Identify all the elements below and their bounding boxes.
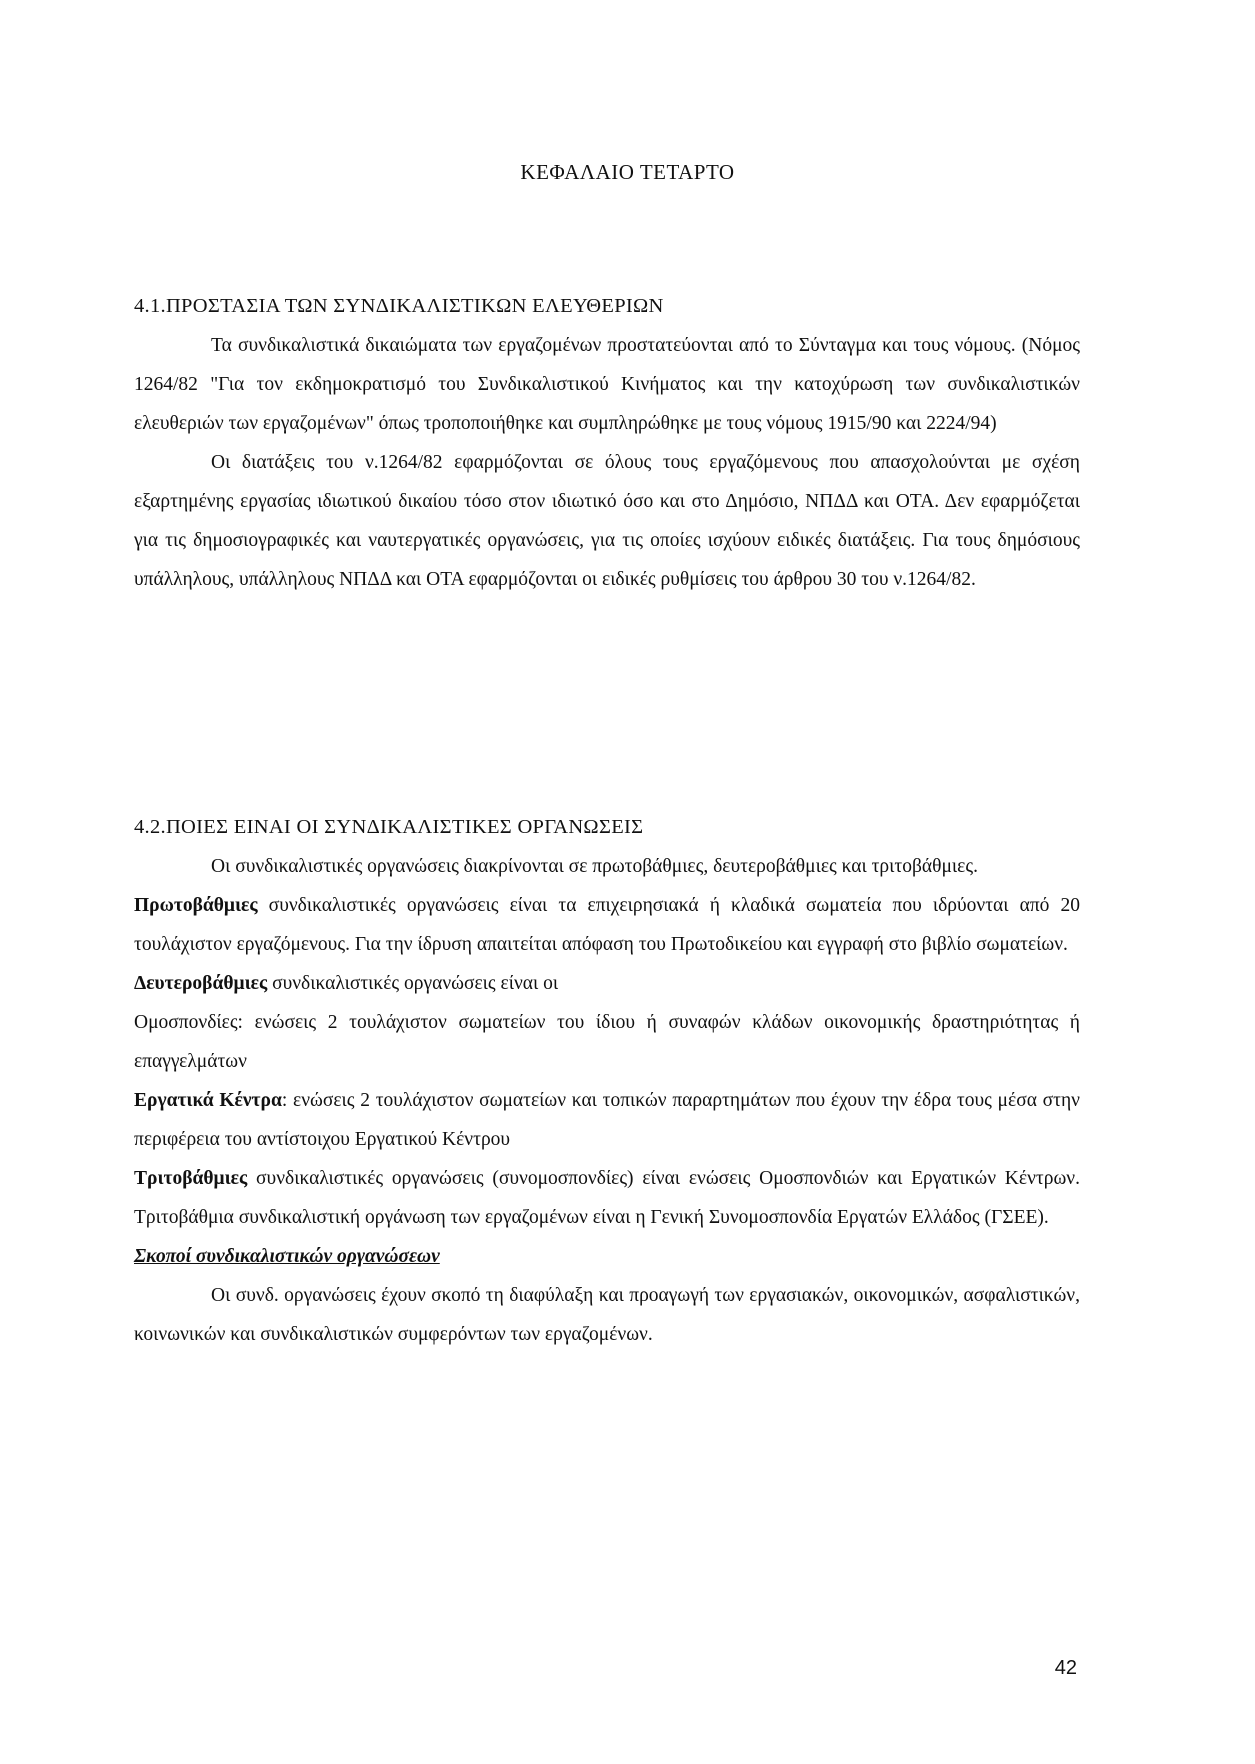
text-secondary: συνδικαλιστικές οργανώσεις είναι οι: [267, 973, 559, 994]
page-number: 42: [1054, 1657, 1077, 1679]
term-tertiary: Τριτοβάθμιες: [134, 1168, 248, 1189]
paragraph-federations: Ομοσπονδίες: ενώσεις 2 τουλάχιστον σωματείων του ίδιου ή συναφών κλάδων οικονομικής δραστηριότητας ή επαγγελμάτων: [134, 1012, 1080, 1072]
paragraph-secondary-orgs: [134, 964, 1080, 1003]
text-labor-centers: : ενώσεις 2 τουλάχιστον σωματείων και τοπικών παραρτημάτων που έχουν την έδρα τους μέσα στην περιφέρεια του αντίστοιχου Εργατικού Κέντρου: [134, 1090, 1081, 1150]
paragraph-tertiary-orgs: [134, 1159, 1080, 1237]
section-heading-4-1: 4.1.ΠΡΟΣΤΑΣΙΑ ΤΩΝ ΣΥΝΔΙΚΑΛΙΣΤΙΚΩΝ ΕΛΕΥΘΕΡΙΩΝ: [134, 295, 664, 317]
text-tertiary: συνδικαλιστικές οργανώσεις (συνομοσπονδίες) είναι ενώσεις Ομοσπονδιών και Εργατικών Κέντρων. Τριτοβάθμια συνδικαλιστική οργάνωση των εργαζομένων είναι η Γενική Συνομοσπονδία Εργατών Ελλάδος (ΓΣΕΕ).: [134, 1168, 1080, 1228]
paragraph-law-scope: Οι διατάξεις του ν.1264/82 εφαρμόζονται σε όλους τους εργαζόμενους που απασχολούνται με σχέση εξαρτημένης εργασίας ιδιωτικού δικαίου τόσο στον ιδιωτικό όσο και στο Δημόσιο, ΝΠΔΔ και ΟΤΑ. Δεν εφαρμόζεται για τις δημοσιογραφικές και ναυτεργατικές οργανώσεις, για τις οποίες ισχύουν ειδικές διατάξεις. Για τους δημόσιους υπάλληλους, υπάλληλους ΝΠΔΔ και ΟΤΑ εφαρμόζονται οι ειδικές ρυθμίσεις του άρθρου 30 του ν.1264/82.: [134, 452, 1080, 590]
term-primary: Πρωτοβάθμιες: [134, 895, 258, 916]
purpose-heading-text: Σκοποί συνδικαλιστικών οργανώσεων: [134, 1246, 440, 1267]
paragraph-primary-orgs: [134, 886, 1080, 964]
paragraph-org-levels: Οι συνδικαλιστικές οργανώσεις διακρίνονται σε πρωτοβάθμιες, δευτεροβάθμιες και τριτοβάθμιες.: [211, 856, 978, 877]
term-labor-centers: Εργατικά Κέντρα: [134, 1090, 282, 1111]
purpose-heading: [134, 1237, 1080, 1276]
paragraph-labor-centers: [134, 1081, 1080, 1159]
term-secondary: Δευτεροβάθμιες: [134, 973, 268, 994]
paragraph-constitutional-rights: Τα συνδικαλιστικά δικαιώματα των εργαζομένων προστατεύονται από το Σύνταγμα και τους νόμους. (Νόμος 1264/82 "Για τον εκδημοκρατισμό του Συνδικαλιστικού Κινήματος και την κατοχύρωση των συνδικαλιστικών ελευθεριών των εργαζομένων" όπως τροποποιήθηκε και συμπληρώθηκε με τους νόμους 1915/90 και 2224/94): [134, 335, 1080, 434]
text-primary: συνδικαλιστικές οργανώσεις είναι τα επιχειρησιακά ή κλαδικά σωματεία που ιδρύονται από 20 τουλάχιστον εργαζόμενους. Για την ίδρυση απαιτείται απόφαση του Πρωτοδικείου και εγγραφή στο βιβλίο σωματείων.: [134, 895, 1080, 955]
section-protection: [134, 291, 1080, 599]
section-heading-4-2: 4.2.ΠΟΙΕΣ ΕΙΝΑΙ ΟΙ ΣΥΝΔΙΚΑΛΙΣΤΙΚΕΣ ΟΡΓΑΝΩΣΕΙΣ: [134, 816, 644, 838]
chapter-title: ΚΕΦΑΛΑΙΟ ΤΕΤΑΡΤΟ: [520, 160, 735, 184]
section-organizations: [134, 812, 1080, 1354]
paragraph-purpose: Οι συνδ. οργανώσεις έχουν σκοπό τη διαφύλαξη και προαγωγή των εργασιακών, οικονομικών, ασφαλιστικών, κοινωνικών και συνδικαλιστικών συμφερόντων των εργαζομένων.: [134, 1285, 1080, 1345]
